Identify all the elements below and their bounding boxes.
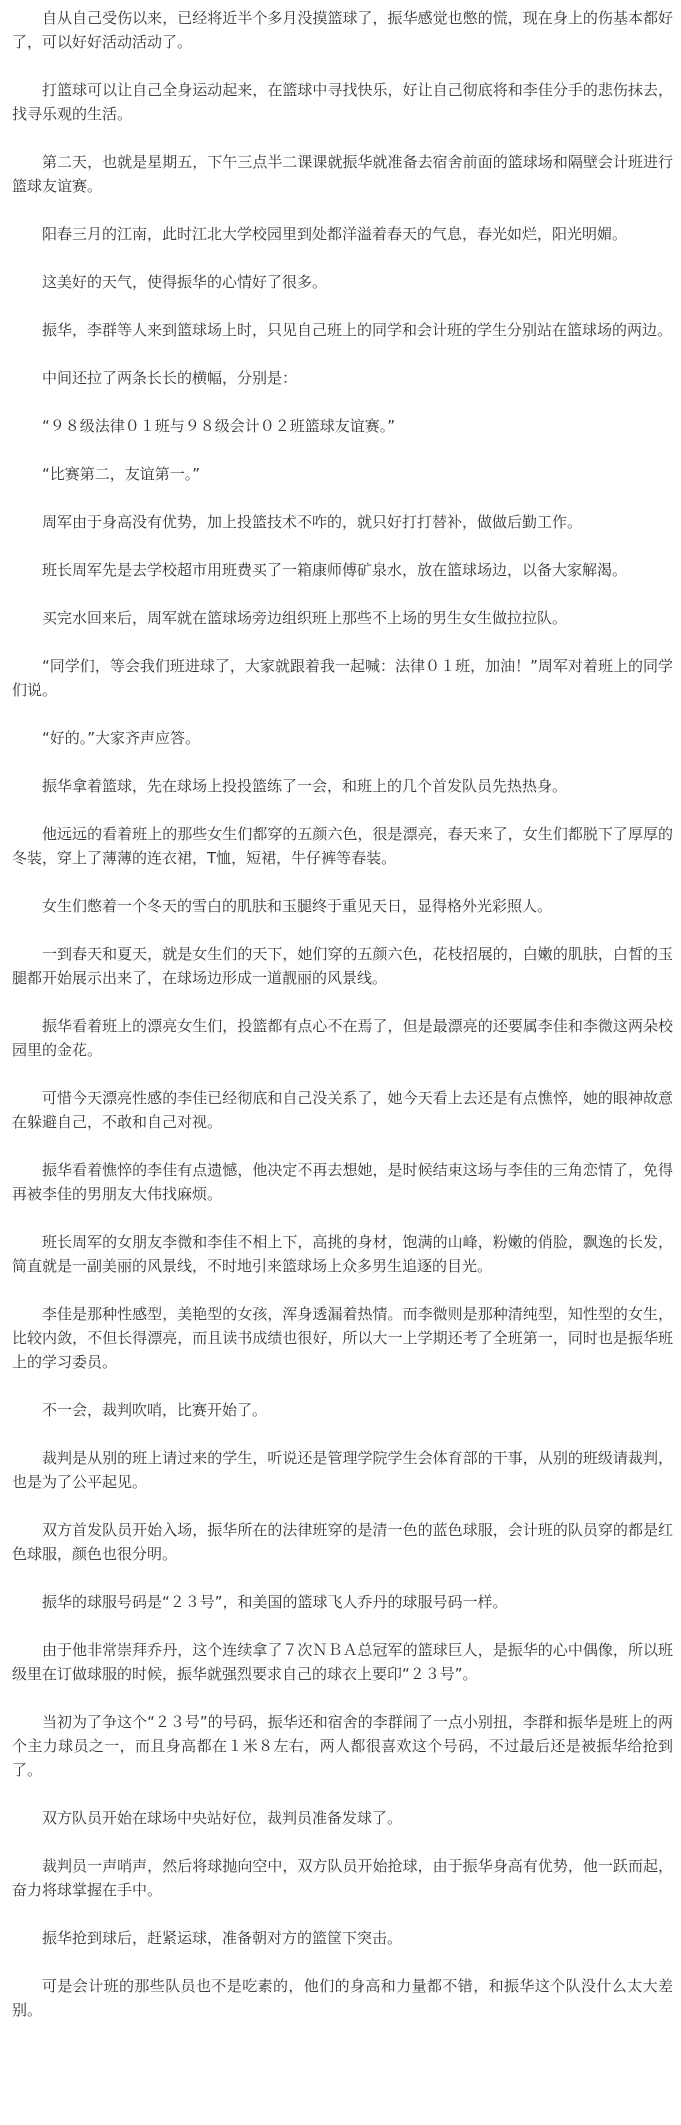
paragraph-30: 双方队员开始在球场中央站好位，裁判员准备发球了。	[42, 1809, 403, 1827]
paragraph-17: 女生们憋着一个冬天的雪白的肌肤和玉腿终于重见天日，显得格外光彩照人。	[42, 897, 553, 915]
paragraph-11: 班长周军先是去学校超市用班费买了一箱康师傅矿泉水，放在篮球场边，以备大家解渴。	[42, 561, 628, 579]
paragraph-1: 自从自己受伤以来，已经将近半个多月没摸篮球了，振华感觉也憋的慌，现在身上的伤基本都好了，可以好好活动活动了。	[12, 9, 673, 51]
paragraph-13: “同学们，等会我们班进球了，大家就跟着我一起喊：法律０１班，加油！”周军对着班上的同学们说。	[12, 657, 673, 699]
paragraph-20: 可惜今天漂亮性感的李佳已经彻底和自己没关系了，她今天看上去还是有点憔悴，她的眼神故意在躲避自己，不敢和自己对视。	[12, 1089, 673, 1131]
paragraph-7: 中间还拉了两条长长的横幅，分别是：	[42, 369, 298, 387]
paragraph-22: 班长周军的女朋友李微和李佳不相上下，高挑的身材，饱满的山峰，粉嫩的俏脸，飘逸的长发，简直就是一副美丽的风景线，不时地引来篮球场上众多男生追逐的目光。	[12, 1233, 673, 1275]
paragraph-18: 一到春天和夏天，就是女生们的天下，她们穿的五颜六色，花枝招展的，白嫩的肌肤，白皙的玉腿都开始展示出来了，在球场边形成一道靓丽的风景线。	[12, 945, 673, 987]
paragraph-26: 双方首发队员开始入场，振华所在的法律班穿的是清一色的蓝色球服，会计班的队员穿的都是红色球服，颜色也很分明。	[12, 1521, 673, 1563]
paragraph-27: 振华的球服号码是“２３号”，和美国的篮球飞人乔丹的球服号码一样。	[42, 1593, 508, 1611]
paragraph-25: 裁判是从别的班上请过来的学生，听说还是管理学院学生会体育部的干事，从别的班级请裁判，也是为了公平起见。	[12, 1449, 673, 1491]
paragraph-3: 第二天，也就是星期五，下午三点半二课课就振华就准备去宿舍前面的篮球场和隔壁会计班进行篮球友谊赛。	[12, 153, 673, 195]
banner-slogan-2: “比赛第二，友谊第一。”	[42, 465, 201, 483]
paragraph-19: 振华看着班上的漂亮女生们，投篮都有点心不在焉了，但是最漂亮的还要属李佳和李微这两朵校园里的金花。	[12, 1017, 673, 1059]
paragraph-21: 振华看着憔悴的李佳有点遗憾，他决定不再去想她，是时候结束这场与李佳的三角恋情了，免得再被李佳的男朋友大伟找麻烦。	[12, 1161, 673, 1203]
paragraph-2: 打篮球可以让自己全身运动起来，在篮球中寻找快乐，好让自己彻底将和李佳分手的悲伤抹去，找寻乐观的生活。	[12, 81, 673, 123]
paragraph-32: 振华抢到球后，赶紧运球，准备朝对方的篮筐下突击。	[42, 1929, 403, 1947]
paragraph-12: 买完水回来后，周军就在篮球场旁边组织班上那些不上场的男生女生做拉拉队。	[42, 609, 568, 627]
paragraph-10: 周军由于身高没有优势，加上投篮技术不咋的，就只好打打替补，做做后勤工作。	[42, 513, 583, 531]
paragraph-15: 振华拿着篮球，先在球场上投投篮练了一会，和班上的几个首发队员先热热身。	[42, 777, 568, 795]
paragraph-28: 由于他非常崇拜乔丹，这个连续拿了７次ＮＢＡ总冠军的篮球巨人，是振华的心中偶像，所以班级里在订做球服的时候，振华就强烈要求自己的球衣上要印“２３号”。	[12, 1641, 673, 1683]
paragraph-6: 振华，李群等人来到篮球场上时，只见自己班上的同学和会计班的学生分别站在篮球场的两边。	[42, 321, 673, 339]
paragraph-23: 李佳是那种性感型，美艳型的女孩，浑身透漏着热情。而李微则是那种清纯型，知性型的女生，比较内敛，不但长得漂亮，而且读书成绩也很好，所以大一上学期还考了全班第一，同时也是振华班上的学习委员。	[12, 1305, 673, 1371]
paragraph-29: 当初为了争这个“２３号”的号码，振华还和宿舍的李群闹了一点小别扭，李群和振华是班上的两个主力球员之一，而且身高都在１米８左右，两人都很喜欢这个号码，不过最后还是被振华给抢到了。	[12, 1713, 673, 1779]
paragraph-4: 阳春三月的江南，此时江北大学校园里到处都洋溢着春天的气息，春光如烂，阳光明媚。	[42, 225, 628, 243]
paragraph-31: 裁判员一声哨声，然后将球抛向空中，双方队员开始抢球，由于振华身高有优势，他一跃而起，奋力将球掌握在手中。	[12, 1857, 673, 1899]
paragraph-14: “好的。”大家齐声应答。	[42, 729, 201, 747]
banner-slogan-1: “９８级法律０１班与９８级会计０２班篮球友谊赛。”	[42, 417, 396, 435]
paragraph-33: 可是会计班的那些队员也不是吃素的，他们的身高和力量都不错，和振华这个队没什么太大差别。	[12, 1977, 673, 2019]
paragraph-16: 他远远的看着班上的那些女生们都穿的五颜六色，很是漂亮，春天来了，女生们都脱下了厚厚的冬装，穿上了薄薄的连衣裙，T恤，短裙，牛仔裤等春装。	[12, 825, 673, 867]
paragraph-24: 不一会，裁判吹哨，比赛开始了。	[42, 1401, 268, 1419]
paragraph-5: 这美好的天气，使得振华的心情好了很多。	[42, 273, 328, 291]
